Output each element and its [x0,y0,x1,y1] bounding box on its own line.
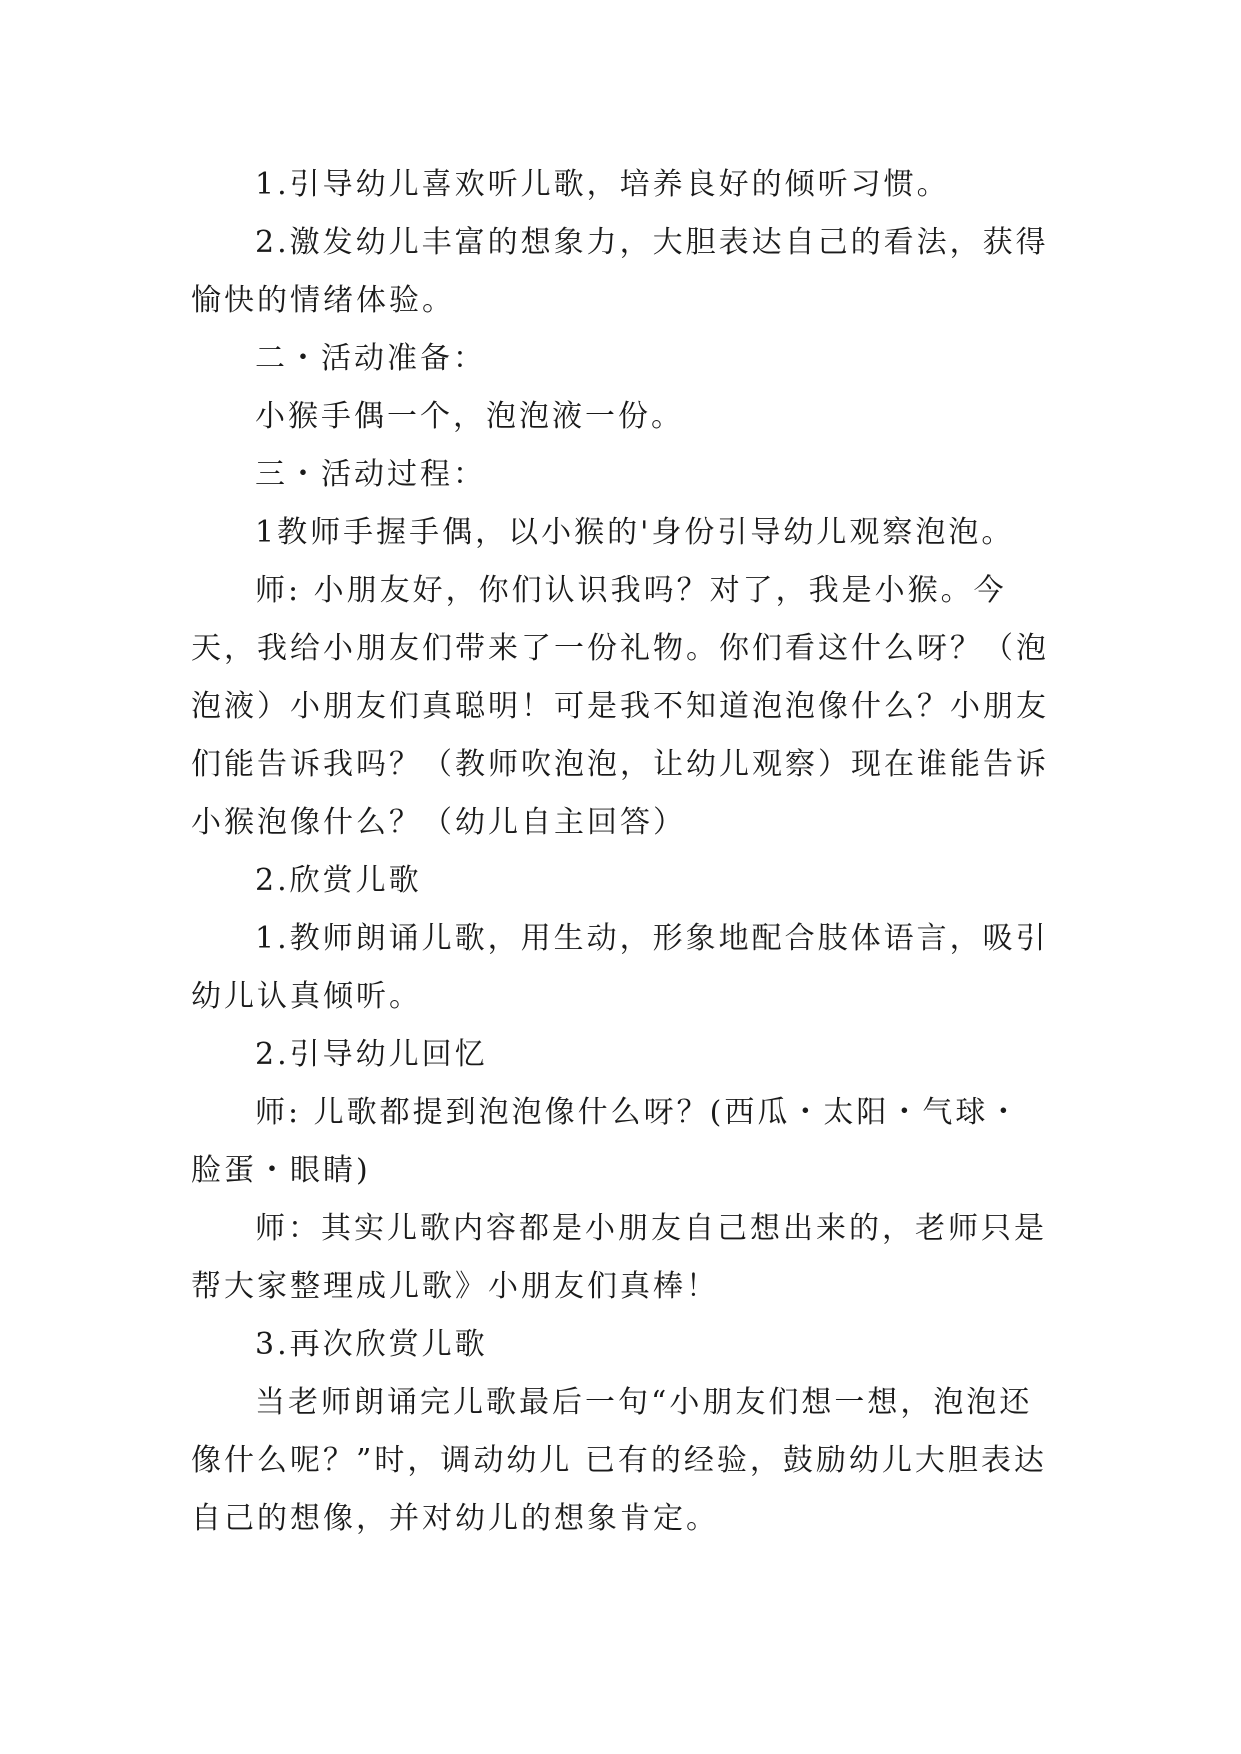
paragraph-substep-recite: 1.教师朗诵儿歌，用生动，形象地配合肢体语言，吸引幼儿认真倾听。 [191,921,1049,1014]
section-heading-process: 三・活动过程： [255,457,486,492]
paragraph-materials: 小猴手偶一个，泡泡液一份。 [255,399,684,434]
document-body [191,156,1051,1548]
paragraph-step-2: 2.欣赏儿歌 [255,863,422,898]
paragraph-teacher-dialogue-3: 师：其实儿歌内容都是小朋友自己想出来的，老师只是帮大家整理成儿歌》小朋友们真棒！ [191,1211,1047,1304]
paragraph-step-1: 1教师手握手偶，以小猴的'身份引导幼儿观察泡泡。 [255,515,1015,550]
section-heading-preparation: 二・活动准备： [255,341,486,376]
paragraph-teacher-dialogue-1: 师: 小朋友好，你们认识我吗？对了，我是小猴。今天，我给小朋友们带来了一份礼物。你们看这什么呀？（泡泡液）小朋友们真聪明！可是我不知道泡泡像什么？小朋友们能告诉我吗？（教师吹泡泡，让幼儿观察）现在谁能告诉小猴泡像什么？（幼儿自主回答） [191,573,1049,840]
paragraph-goal-2: 2.激发幼儿丰富的想象力，大胆表达自己的看法，获得愉快的情绪体验。 [191,225,1049,318]
paragraph-goal-1: 1.引导幼儿喜欢听儿歌，培养良好的倾听习惯。 [255,167,950,202]
paragraph-step-3: 3.再次欣赏儿歌 [255,1327,488,1362]
paragraph-teacher-dialogue-2: 师: 儿歌都提到泡泡像什么呀？(西瓜・太阳・气球・脸蛋・眼睛) [191,1095,1022,1188]
paragraph-closing: 当老师朗诵完儿歌最后一句“小朋友们想一想，泡泡还像什么呢？”时，调动幼儿 已有的经验，鼓励幼儿大胆表达自己的想像，并对幼儿的想象肯定。 [191,1385,1047,1536]
paragraph-substep-recall: 2.引导幼儿回忆 [255,1037,488,1072]
